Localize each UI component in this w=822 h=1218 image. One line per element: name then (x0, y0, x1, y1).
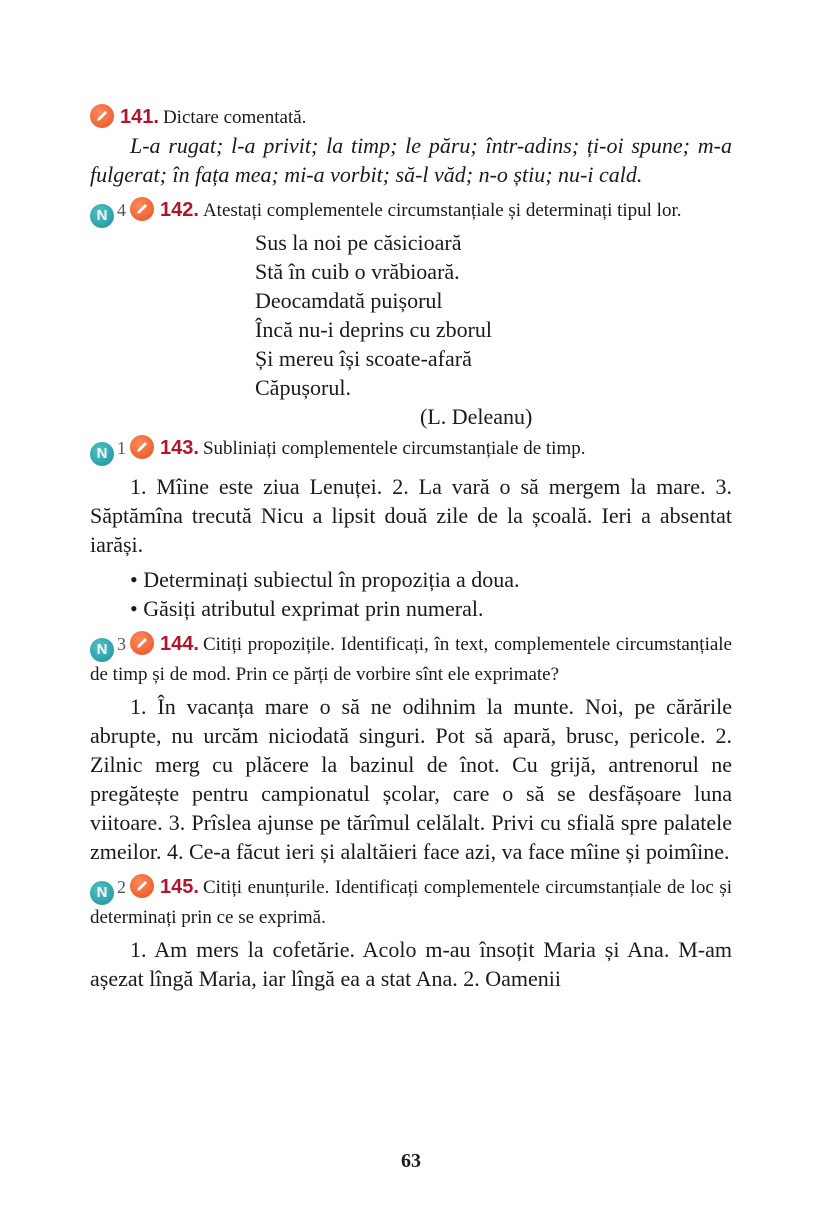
poem-line: Sus la noi pe căsicioară (255, 230, 462, 255)
poem-line: Și mereu își scoate-afară (255, 346, 472, 371)
poem-author: (L. Deleanu) (420, 404, 533, 429)
poem (255, 228, 732, 402)
n-badge-icon: N (90, 881, 114, 905)
level-number: 4 (117, 200, 126, 220)
exercise-instruction: Subliniați complementele circumstanțiale de timp. (202, 438, 586, 459)
exercise-text: 1. Am mers la cofetărie. Acolo m-au însoțit Maria și Ana. M-am așezat lîngă Maria, iar lîngă ea a stat Ana. 2. Oamenii (90, 937, 732, 991)
level-number: 1 (117, 438, 126, 458)
exercise-number: 144. (160, 633, 199, 655)
pencil-icon (130, 631, 154, 655)
bullet-item: • Găsiți atributul exprimat prin numeral. (130, 596, 484, 621)
poem-line: Încă nu-i deprins cu zborul (255, 317, 493, 342)
pencil-icon (130, 874, 154, 898)
exercise-text: 1. Mîine este ziua Lenuței. 2. La vară o să mergem la mare. 3. Săptămîna trecută Nicu a lipsit două zile de la școală. Ieri a absentat iarăși. (90, 474, 732, 557)
pencil-icon (130, 435, 154, 459)
exercise-number: 145. (160, 876, 199, 898)
exercise-143 (90, 435, 732, 623)
exercise-144 (90, 631, 732, 866)
textbook-page (90, 104, 732, 993)
n-badge-icon: N (90, 442, 114, 466)
bullet-item: • Determinați subiectul în propoziția a doua. (130, 567, 520, 592)
poem-line: Căpușorul. (255, 375, 351, 400)
exercise-number: 142. (160, 199, 199, 221)
level-number: 2 (117, 877, 126, 897)
exercise-142 (90, 197, 732, 431)
level-number: 3 (117, 634, 126, 654)
exercise-text: 1. În vacanța mare o să ne odihnim la munte. Noi, pe cărările abrupte, nu urcăm niciodată singuri. Pot să apară, brusc, pericole. 2. Zilnic merg cu plăcere la bazinul de înot. Cu grijă, antrenorul ne pregătește pentru campionatul școlar, care o să se desfășoare luna viitoare. 3. Prîslea ajunse pe tărîmul celălalt. Privi cu sfială spre palatele zmeilor. 4. Ce-a făcut ieri și alaltăieri face azi, va face mîine și poimîine. (90, 694, 732, 864)
exercise-instruction: Atestați complementele circumstanțiale și determinați tipul lor. (202, 200, 682, 221)
exercise-instruction: Dictare comentată. (162, 107, 307, 128)
n-badge-icon: N (90, 638, 114, 662)
exercise-number: 143. (160, 437, 199, 459)
poem-line: Stă în cuib o vrăbioară. (255, 259, 460, 284)
exercise-number: 141. (120, 106, 159, 128)
n-badge-icon: N (90, 204, 114, 228)
pencil-icon (130, 197, 154, 221)
exercise-145 (90, 874, 732, 993)
exercise-instruction: Citiți enunțurile. Identificați complementele circumstanțiale de loc și determinați prin ce se exprimă. (90, 877, 732, 928)
page-number: 63 (401, 1150, 421, 1172)
exercise-text: L-a rugat; l-a privit; la timp; le păru; într-adins; ți-oi spune; m-a fulgerat; în fața mea; mi-a vorbit; să-l văd; n-o știu; nu-i cald. (90, 133, 732, 187)
exercise-141 (90, 104, 732, 189)
pencil-icon (90, 104, 114, 128)
poem-line: Deocamdată puișorul (255, 288, 443, 313)
exercise-instruction: Citiți propozițile. Identificați, în text, complementele circumstanțiale de timp și de mod. Prin ce părți de vorbire sînt ele exprimate? (90, 634, 732, 685)
